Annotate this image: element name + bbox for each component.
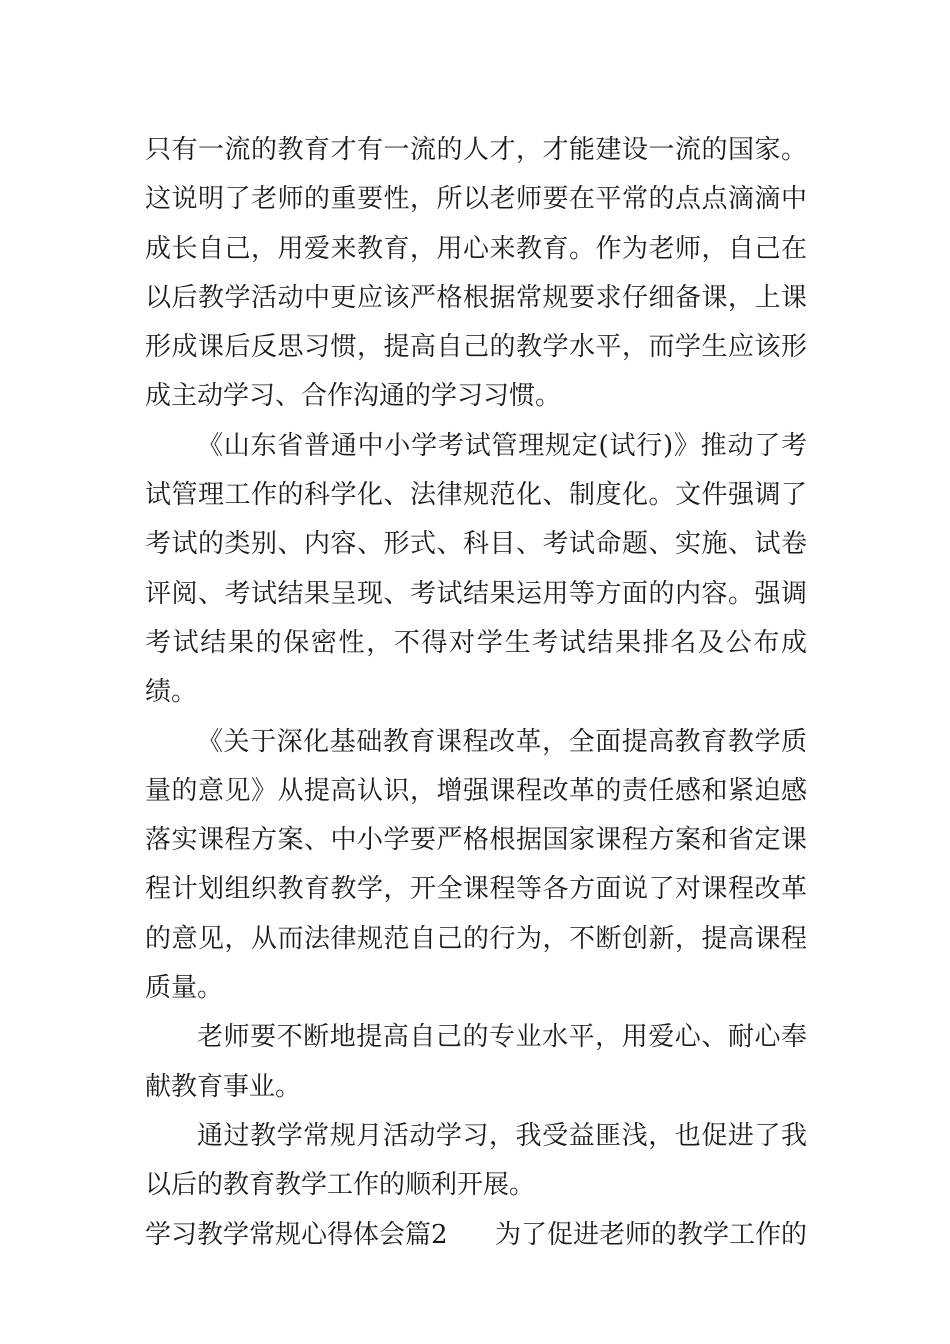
paragraph-3: 《关于深化基础教育课程改革，全面提高教育教学质量的意见》从提高认识，增强课程改革的责任感和紧迫感落实课程方案、中小学要严格根据国家课程方案和省定课程计划组织教育教学，开全课程等各方面说了对课程改革的意见，从而法律规范自己的行为，不断创新，提高课程质量。 xyxy=(145,726,807,1004)
section-heading-line xyxy=(145,1211,807,1260)
section-title: 学习教学常规心得体会篇2 xyxy=(145,1219,448,1250)
paragraph-4: 老师要不断地提高自己的专业水平，用爱心、耐心奉献教育事业。 xyxy=(145,1022,807,1102)
paragraph-2: 《山东省普通中小学考试管理规定(试行)》推动了考试管理工作的科学化、法律规范化、制度化。文件强调了考试的类别、内容、形式、科目、考试命题、实施、试卷评阅、考试结果呈现、考试结果运用等方面的内容。强调考试结果的保密性，不得对学生考试结果排名及公布成绩。 xyxy=(145,430,807,708)
section-continuation: 为了促进老师的教学工作的 xyxy=(494,1219,807,1250)
document-body xyxy=(145,126,807,1260)
paragraph-5: 通过教学常规月活动学习，我受益匪浅，也促进了我以后的教育教学工作的顺利开展。 xyxy=(145,1120,807,1201)
paragraph-1: 只有一流的教育才有一流的人才，才能建设一流的国家。这说明了老师的重要性，所以老师要在平常的点点滴滴中成长自己，用爱来教育，用心来教育。作为老师，自己在以后教学活动中更应该严格根据常规要求仔细备课，上课形成课后反思习惯，提高自己的教学水平，而学生应该形成主动学习、合作沟通的学习习惯。 xyxy=(145,135,807,412)
